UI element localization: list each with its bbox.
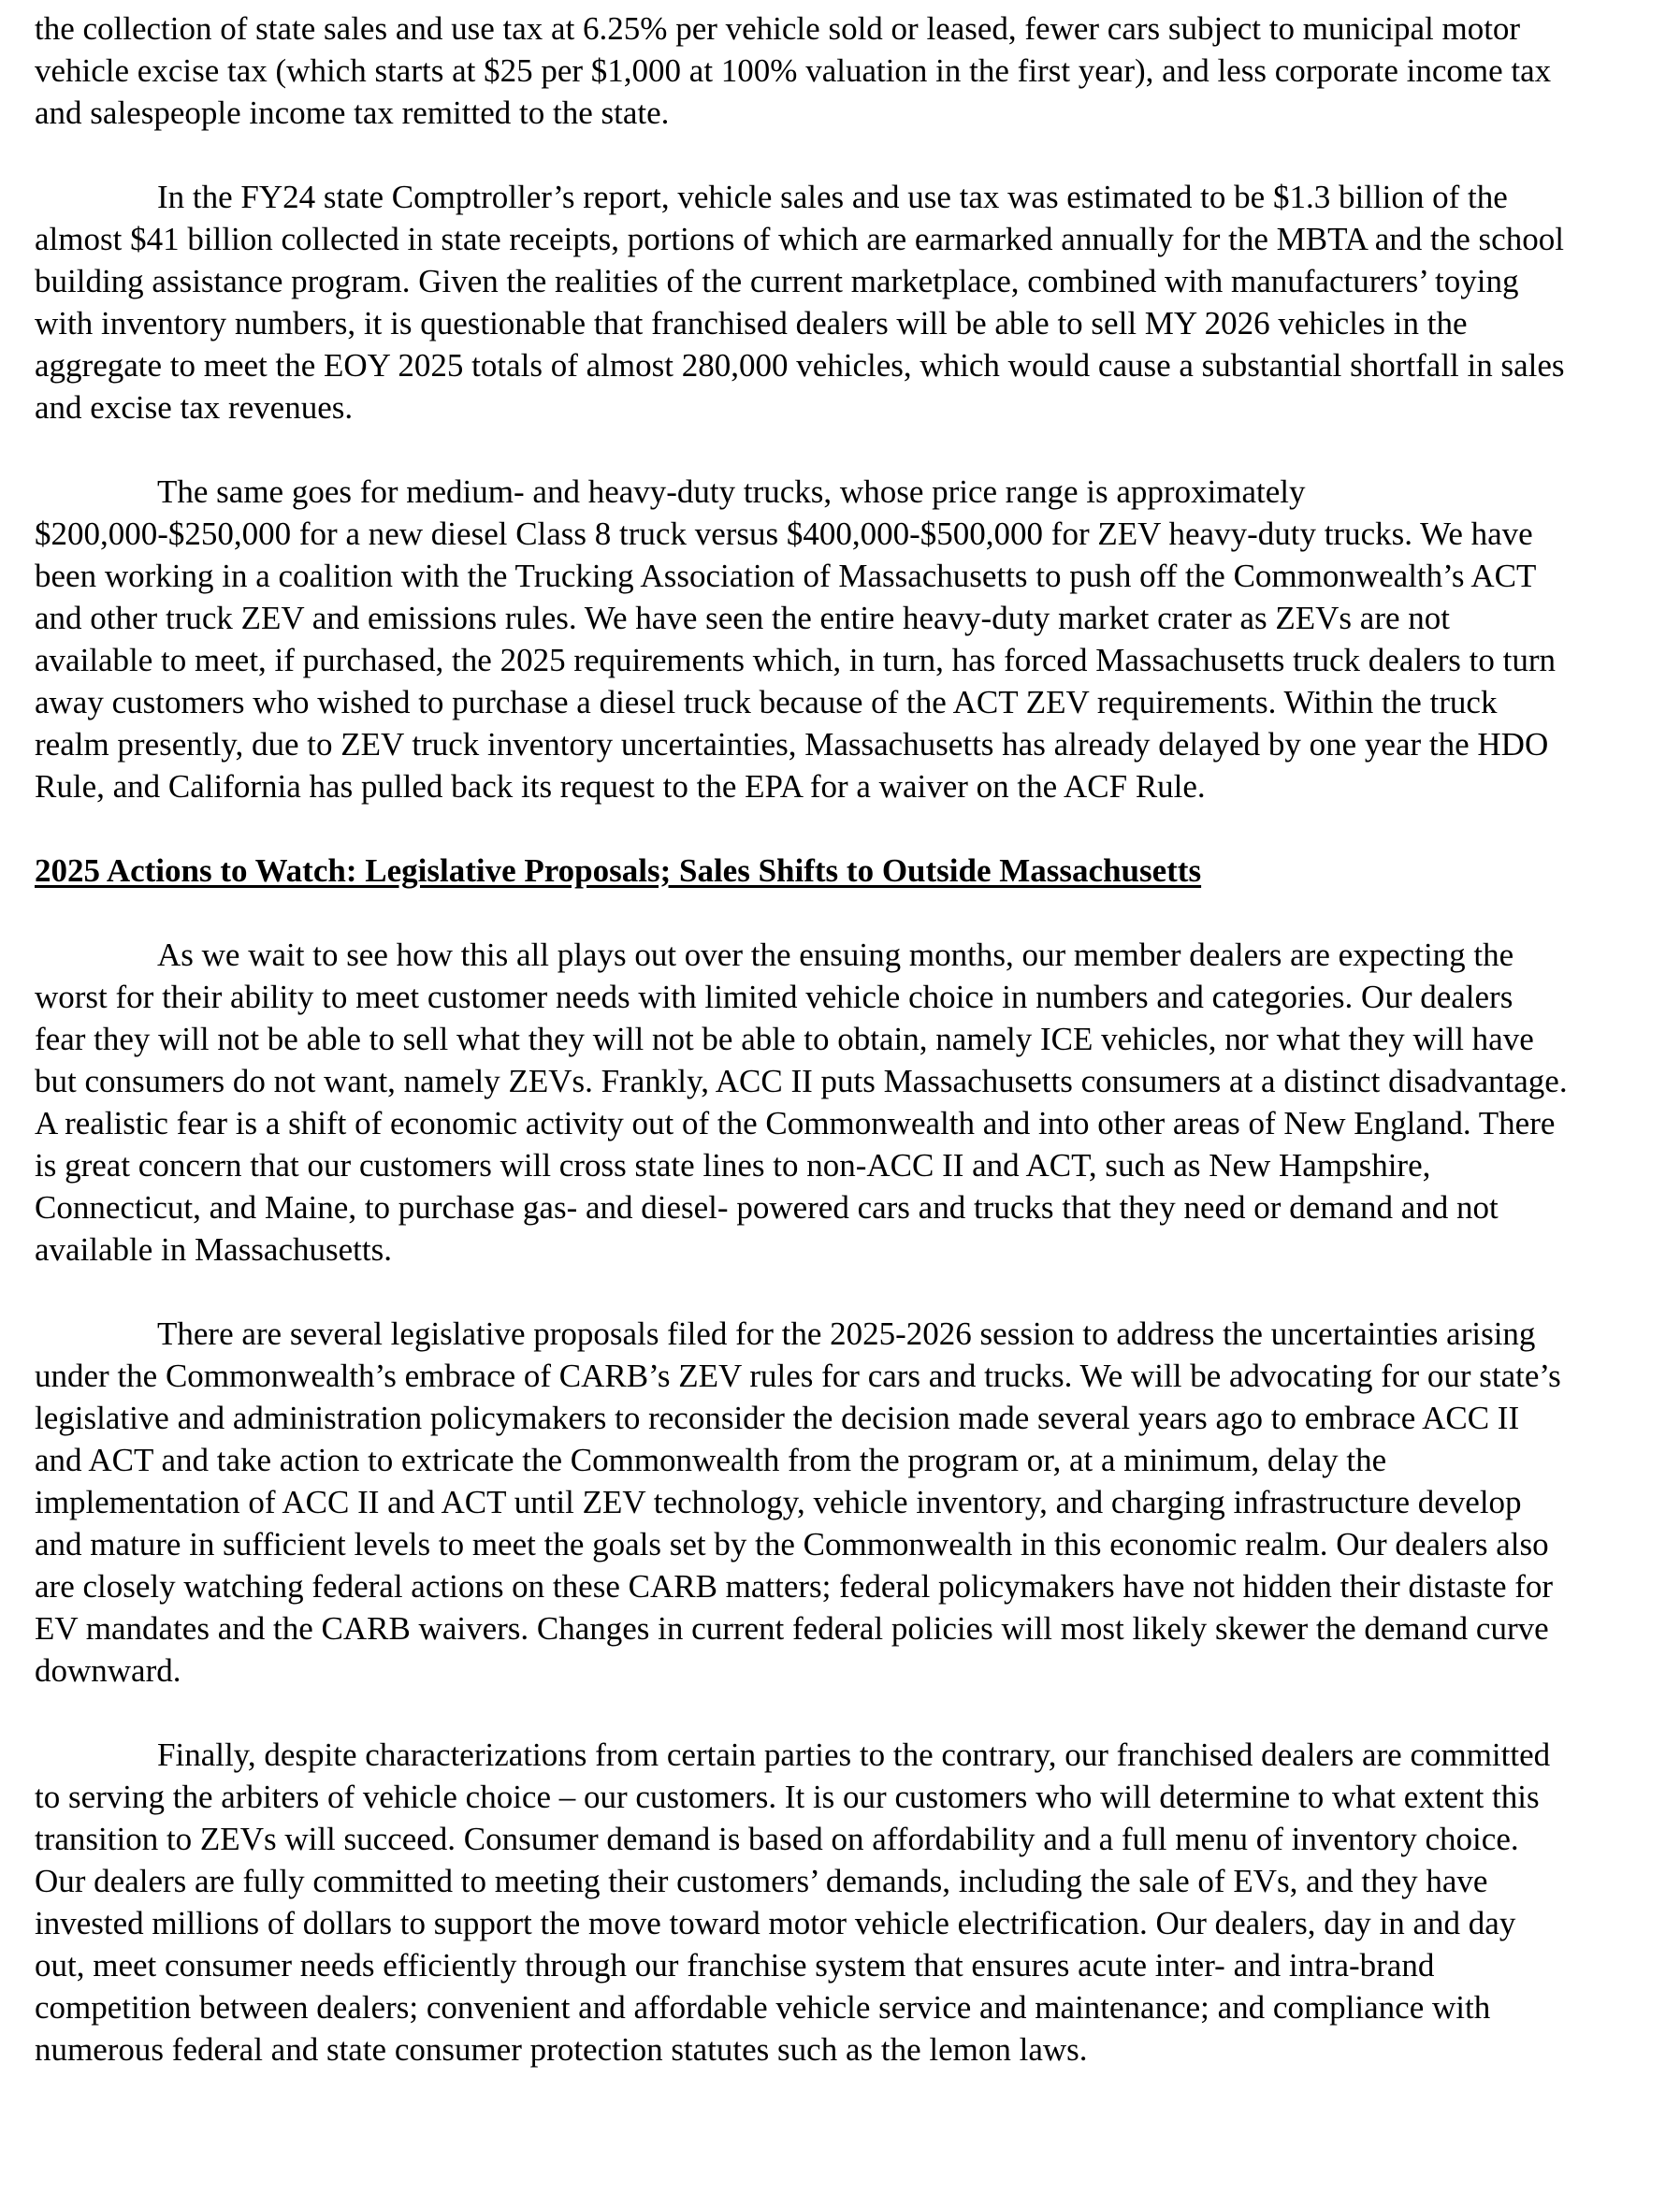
document-page bbox=[35, 7, 1569, 2113]
paragraph-comptroller-report: In the FY24 state Comptroller’s report, vehicle sales and use tax was estimated to be $1.3 billion of the almost $41 billion collected in state receipts, portions of which are earmarked annually for the MBTA and the school building assistance program. Given the realities of the current marketplace, combined with manufacturers’ toying with inventory numbers, it is questionable that franchised dealers will be able to sell MY 2026 vehicles in the aggregate to meet the EOY 2025 totals of almost 280,000 vehicles, which would cause a substantial shortfall in sales and excise tax revenues. bbox=[35, 179, 1565, 426]
paragraph-tax-continuation: the collection of state sales and use tax at 6.25% per vehicle sold or leased, fewer cars subject to municipal motor vehicle excise tax (which starts at $25 per $1,000 at 100% valuation in the first year), and less corporate income tax and salespeople income tax remitted to the state. bbox=[35, 10, 1552, 131]
paragraph-legislative-proposals: There are several legislative proposals filed for the 2025-2026 session to address the uncertainties arising under the Commonwealth’s embrace of CARB’s ZEV rules for cars and trucks. We will be advocating for our state’s legislative and administration policymakers to reconsider the decision made several years ago to embrace ACC II and ACT and take action to extricate the Commonwealth from the program or, at a minimum, delay the implementation of ACC II and ACT until ZEV technology, vehicle inventory, and charging infrastructure develop and mature in sufficient levels to meet the goals set by the Commonwealth in this economic realm. Our dealers also are closely watching federal actions on these CARB matters; federal policymakers have not hidden their distaste for EV mandates and the CARB waivers. Changes in current federal policies will most likely skewer the demand curve downward. bbox=[35, 1315, 1561, 1689]
section-heading: 2025 Actions to Watch: Legislative Proposals; Sales Shifts to Outside Massachusetts bbox=[35, 852, 1202, 889]
paragraph-heavy-duty-trucks: The same goes for medium- and heavy-duty trucks, whose price range is approximately $200,000-$250,000 for a new diesel Class 8 truck versus $400,000-$500,000 for ZEV heavy-duty trucks. We have been working in a coalition with the Trucking Association of Massachusetts to push off the Commonwealth’s ACT and other truck ZEV and emissions rules. We have seen the entire heavy-duty market crater as ZEVs are not available to meet, if purchased, the 2025 requirements which, in turn, has forced Massachusetts truck dealers to turn away customers who wished to purchase a diesel truck because of the ACT ZEV requirements. Within the truck realm presently, due to ZEV truck inventory uncertainties, Massachusetts has already delayed by one year the HDO Rule, and California has pulled back its request to the EPA for a waiver on the ACF Rule. bbox=[35, 473, 1557, 805]
paragraph-dealer-commitment: Finally, despite characterizations from certain parties to the contrary, our franchised dealers are committed to serving the arbiters of vehicle choice – our customers. It is our customers who will determine to what extent this transition to ZEVs will succeed. Consumer demand is based on affordability and a full menu of inventory choice. Our dealers are fully committed to meeting their customers’ demands, including the sale of EVs, and they have invested millions of dollars to support the move toward motor vehicle electrification. Our dealers, day in and day out, meet consumer needs efficiently through our franchise system that ensures acute inter- and intra-brand competition between dealers; convenient and affordable vehicle service and maintenance; and compliance with numerous federal and state consumer protection statutes such as the lemon laws. bbox=[35, 1737, 1551, 2068]
paragraph-dealers-outlook: As we wait to see how this all plays out over the ensuing months, our member dealers are expecting the worst for their ability to meet customer needs with limited vehicle choice in numbers and categories. Our dealers fear they will not be able to sell what they will not be able to obtain, namely ICE vehicles, nor what they will have but consumers do not want, namely ZEVs. Frankly, ACC II puts Massachusetts consumers at a distinct disadvantage. A realistic fear is a shift of economic activity out of the Commonwealth and into other areas of New England. There is great concern that our customers will cross state lines to non-ACC II and ACT, such as New Hampshire, Connecticut, and Maine, to purchase gas- and diesel- powered cars and trucks that they need or demand and not available in Massachusetts. bbox=[35, 937, 1568, 1268]
